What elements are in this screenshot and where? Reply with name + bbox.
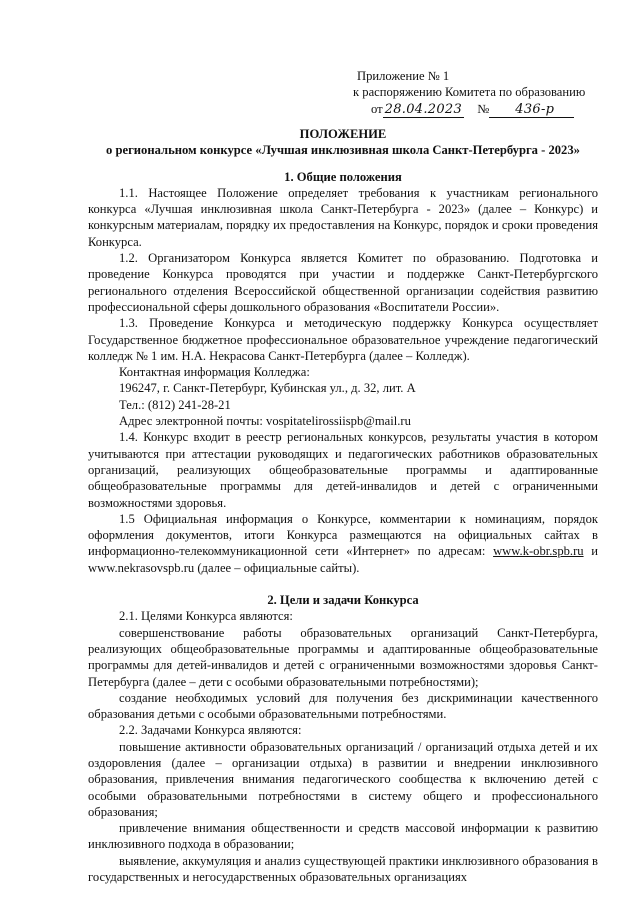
paragraph-1-5-tail: и www.nekrasovspb.ru (далее – официальные сайты).: [88, 544, 599, 575]
paragraph-1-4: 1.4. Конкурс входит в реестр региональных конкурсов, результаты участия в котором учитываются при аттестации руководящих и педагогических работников образовательных организаций, реализующих общеобразовательные программы и адаптированные общеобразовательные программы для детей-инвалидов и детей с ограниченными возможностями здоровья.: [88, 430, 598, 510]
paragraph-1-5-text: 1.5 Официальная информация о Конкурсе, комментарии к номинациям, порядок оформления документов, итоги Конкурса размещаются на официальных сайтах в информационно-телекоммуникационной сети «Интернет» по адресам:: [88, 511, 598, 559]
contact-address: 196247, г. Санкт-Петербург, Кубинская ул., д. 32, лит. А: [119, 381, 416, 396]
goal-2: создание необходимых условий для получения без дискриминации качественного образования детьми с особыми образовательными потребностями.: [88, 690, 598, 722]
date-prefix: от: [371, 101, 383, 116]
annex-date-line: [355, 101, 605, 118]
section2-heading: 2. Цели и задачи Конкурса: [267, 593, 419, 608]
paragraph-1-5: [88, 511, 598, 576]
contact-email: Адрес электронной почты: vospitatelirossiispb@mail.ru: [119, 414, 411, 429]
document-subtitle: о региональном конкурсе «Лучшая инклюзивная школа Санкт-Петербурга - 2023»: [106, 143, 580, 158]
contact-heading: Контактная информация Колледжа:: [119, 365, 310, 380]
document-body: [88, 126, 598, 885]
contact-phone: Тел.: (812) 241-28-21: [119, 397, 231, 412]
paragraph-1-2: 1.2. Организатором Конкурса является Комитет по образованию. Подготовка и проведение Конкурса проводятся при участии и поддержке Санкт-Петербургского регионального отделения Всероссийской общественной организации содействия развитию профессиональной сферы дошкольного образования «Воспитатели России».: [88, 251, 598, 314]
task-1: повышение активности образовательных организаций / организаций отдыха детей и их оздоровления (далее – организации отдыха) в развитии и внедрении инклюзивного образования, привлечения внимания педагогического сообщества к включению детей с особыми образовательными потребностями в систему общего и профессионального образования;: [88, 739, 598, 819]
document-title: ПОЛОЖЕНИЕ: [299, 127, 387, 141]
paragraph-2-2: 2.2. Задачами Конкурса являются:: [119, 723, 302, 738]
number-prefix: №: [477, 101, 490, 116]
task-2: привлечение внимания общественности и средств массовой информации к развитию инклюзивного подхода в образовании;: [88, 821, 598, 852]
annex-title: Приложение № 1: [357, 69, 450, 83]
task-3: выявление, аккумуляция и анализ существующей практики инклюзивного образования в государственных и негосударственных образовательных организациях: [88, 853, 598, 885]
annex-order-line: к распоряжению Комитета по образованию: [353, 85, 586, 100]
kobr-website-link[interactable]: www.k-obr.spb.ru: [493, 544, 584, 559]
section1-heading: 1. Общие положения: [284, 169, 402, 184]
number-handwritten: 436-р: [489, 102, 574, 118]
goal-1: совершенствование работы образовательных организаций Санкт-Петербурга, реализующих общеобразовательные программы и адаптированные общеобразовательные программы для детей-инвалидов и детей с ограниченными возможностями здоровья Санкт-Петербурга (далее – дети с особыми образовательными потребностями);: [88, 625, 598, 689]
paragraph-1-1: 1.1. Настоящее Положение определяет требования к участникам регионального конкурса «Лучшая инклюзивная школа Санкт-Петербурга - 2023» (далее – Конкурс) и конкурсным материалам, порядку их предоставления на Конкурс, порядок и сроки проведения Конкурса.: [88, 185, 598, 249]
annex-block: [355, 68, 605, 118]
paragraph-1-3: 1.3. Проведение Конкурса и методическую поддержку Конкурса осуществляет Государственное бюджетное профессиональное образовательное учреждение педагогический колледж № 1 им. Н.А. Некрасова Санкт-Петербурга (далее – Колледж).: [88, 316, 598, 363]
paragraph-2-1: 2.1. Целями Конкурса являются:: [119, 609, 293, 624]
date-handwritten: 28.04.2023: [384, 101, 463, 117]
